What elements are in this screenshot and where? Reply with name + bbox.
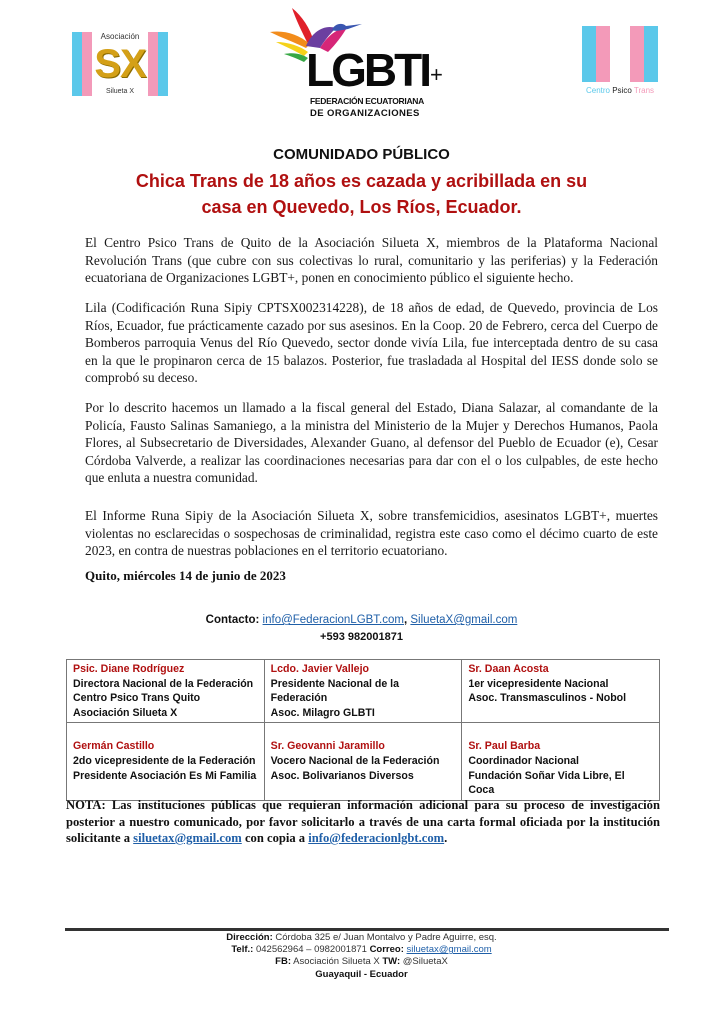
logo-sx-mark: SX [94, 42, 146, 86]
logo-stripe [582, 26, 596, 82]
table-row [67, 723, 660, 800]
signatory-cell [264, 723, 462, 800]
signatory-name: Sr. Daan Acosta [468, 663, 549, 675]
signatory-cell [264, 660, 462, 723]
signatory-cell [67, 723, 265, 800]
nota-paragraph [66, 797, 660, 847]
signatory-name: Germán Castillo [73, 740, 155, 753]
nota-text: NOTA: Las instituciones públicas que requieran información adicional para su proceso de investigación posterior a nuestro comunicado, por favor solicitarlo a través de una carta formal oficiada por la institución solicitante a [66, 798, 660, 845]
footer-email-label: Correo: [369, 944, 404, 956]
footer-address: Córdoba 325 e/ Juan Montalvo y Padre Aguirre, esq. [275, 932, 497, 943]
footer-city-line [0, 969, 723, 981]
signatory-name: Psic. Diane Rodríguez [73, 663, 185, 675]
signatory-role: 2do vicepresidente de la Federación [73, 754, 256, 767]
footer-address-line [0, 932, 723, 944]
signatory-cell [67, 660, 265, 723]
logo-federacion-line1: FEDERACIÓN ECUATORIANA [310, 96, 424, 106]
footer-address-label: Dirección: [226, 932, 273, 943]
logo-label-psico: Psico [612, 86, 632, 95]
contact-line [0, 614, 723, 626]
paragraph-appeal: Por lo descrito hacemos un llamado a la fiscal general del Estado, Diana Salazar, al comandante de la Policía, Fausto Salinas Samaniego, a la ministra del Ministerio de la Mujer y Derechos Humanos, Paola Flores, al Subsecretario de Diversidades, Alexander Guano, al defensor del Pueblo de Ecuador (e), Cesar Córdoba Valverde, a realizar las coordinaciones necesarias para dar con el o los culpables, de este hecho que enluta a nuestra comunidad. [85, 400, 658, 486]
paragraph-report: El Informe Runa Sipiy de la Asociación Silueta X, sobre transfemicidios, asesinatos LGBT+, muertes violentas no esclarecidas o sospechosas de criminalidad, registra este caso como el décimo cuarto de este 2023, en contra de nuestras poblaciones en el territorio ecuatoriano. [85, 508, 658, 559]
nota-end: . [444, 831, 448, 845]
logo-stripe [644, 26, 658, 82]
logo-stripe [630, 26, 644, 82]
nota-email-federacion-link[interactable]: info@federacionlgbt.com [308, 831, 445, 845]
contact-email-silueta-link[interactable]: SiluetaX@gmail.com [410, 614, 518, 626]
logo-label-centro: Centro [585, 86, 610, 95]
paragraph-event: Lila (Codificación Runa Sipiy CPTSX002314228), de 18 años de edad, de Quevedo, provincia de Los Ríos, Ecuador, fue prácticamente cazado por sus asesinos. En la Coop. 20 de Febrero, cerca del Cuerpo de Bomberos parroquia Venus del Río Quevedo, sector donde vivía Lila, fue interceptada dentro de su casa en la que le propinaron cerca de 15 balazos. Posterior, fue trasladada al Hospital del IESS donde solo se comprobó su deceso. [85, 300, 658, 386]
centro-psico-trans-logo [578, 24, 662, 100]
footer-fb: Asociación Silueta X [293, 956, 380, 968]
contact-separator: , [403, 614, 408, 626]
signatory-name: Lcdo. Javier Vallejo [270, 663, 369, 675]
paragraph-intro: El Centro Psico Trans de Quito de la Asociación Silueta X, miembros de la Plataforma Nacional Revolución Trans (que cubre con sus colectivas lo rural, comunitario y las periferias) y la Federación ecuatoriana de Organizaciones LGBT+, ponen en conocimiento público el siguiente hecho. [85, 235, 658, 286]
footer-phone-line [0, 944, 723, 956]
signatory-cell [462, 723, 660, 800]
logo-label-trans: Trans [633, 86, 655, 95]
contact-label: Contacto: [205, 614, 260, 626]
logo-federacion-line2: DE ORGANIZACIONES [310, 108, 420, 119]
signatory-role: Coordinador Nacional [468, 754, 579, 767]
signatory-role: Fundación Soñar Vida Libre, El Coca [468, 769, 625, 797]
signatory-role: Directora Nacional de la Federación [73, 677, 254, 690]
logo-top-text: Asociación [100, 32, 140, 41]
table-row [67, 660, 660, 723]
signatory-role: Asoc. Bolivarianos Diversos [270, 769, 414, 782]
signatory-role: Vocero Nacional de la Federación [270, 754, 440, 767]
signatory-role: Asoc. Milagro GLBTI [270, 706, 375, 719]
footer-divider [65, 928, 669, 931]
asociacion-silueta-x-logo [72, 28, 168, 100]
logo-plus: + [430, 62, 443, 87]
document-date: Quito, miércoles 14 de junio de 2023 [85, 568, 286, 583]
footer-tw: @SiluetaX [402, 956, 448, 968]
signatory-role: 1er vicepresidente Nacional [468, 677, 609, 690]
footer-phone: 042562964 – 0982001871 [255, 944, 367, 956]
logo-label [578, 86, 662, 95]
signatory-role: Centro Psico Trans Quito [73, 692, 201, 705]
signatory-role: Asoc. Transmasculinos - Nobol [468, 692, 627, 705]
signatory-name: Sr. Paul Barba [468, 740, 541, 753]
signatory-role: Presidente Asociación Es Mi Familia [73, 769, 257, 782]
footer [0, 932, 723, 981]
federacion-lgbti-logo [262, 2, 462, 122]
document-kicker: COMUNIDADO PÚBLICO [273, 146, 450, 163]
footer-city: Guayaquil - Ecuador [315, 968, 408, 980]
logo-bottom-text: Silueta X [105, 88, 135, 95]
nota-email-silueta-link[interactable]: siluetax@gmail.com [133, 831, 242, 845]
contact-phone: +593 982001871 [320, 631, 403, 643]
signatory-role: Asociación Silueta X [73, 706, 178, 719]
footer-fb-label: FB: [275, 956, 291, 968]
document-headline: Chica Trans de 18 años es cazada y acribillada en su casa en Quevedo, Los Ríos, Ecuador. [135, 171, 588, 217]
logo-lgbti-mark: LGBTI [306, 44, 429, 96]
signatories-table [66, 659, 660, 801]
contact-email-federacion-link[interactable]: info@FederacionLGBT.com [262, 614, 404, 626]
signatory-cell [462, 660, 660, 723]
footer-email-link[interactable]: siluetax@gmail.com [406, 944, 492, 956]
footer-tw-label: TW: [382, 956, 401, 968]
footer-social-line [0, 956, 723, 968]
nota-middle: con copia a [244, 831, 306, 845]
house-icon [610, 34, 630, 82]
logo-stripe [596, 26, 610, 82]
signatory-role: Presidente Nacional de la Federación [270, 677, 400, 705]
footer-phone-label: Telf.: [231, 944, 254, 956]
signatory-name: Sr. Geovanni Jaramillo [270, 740, 385, 753]
